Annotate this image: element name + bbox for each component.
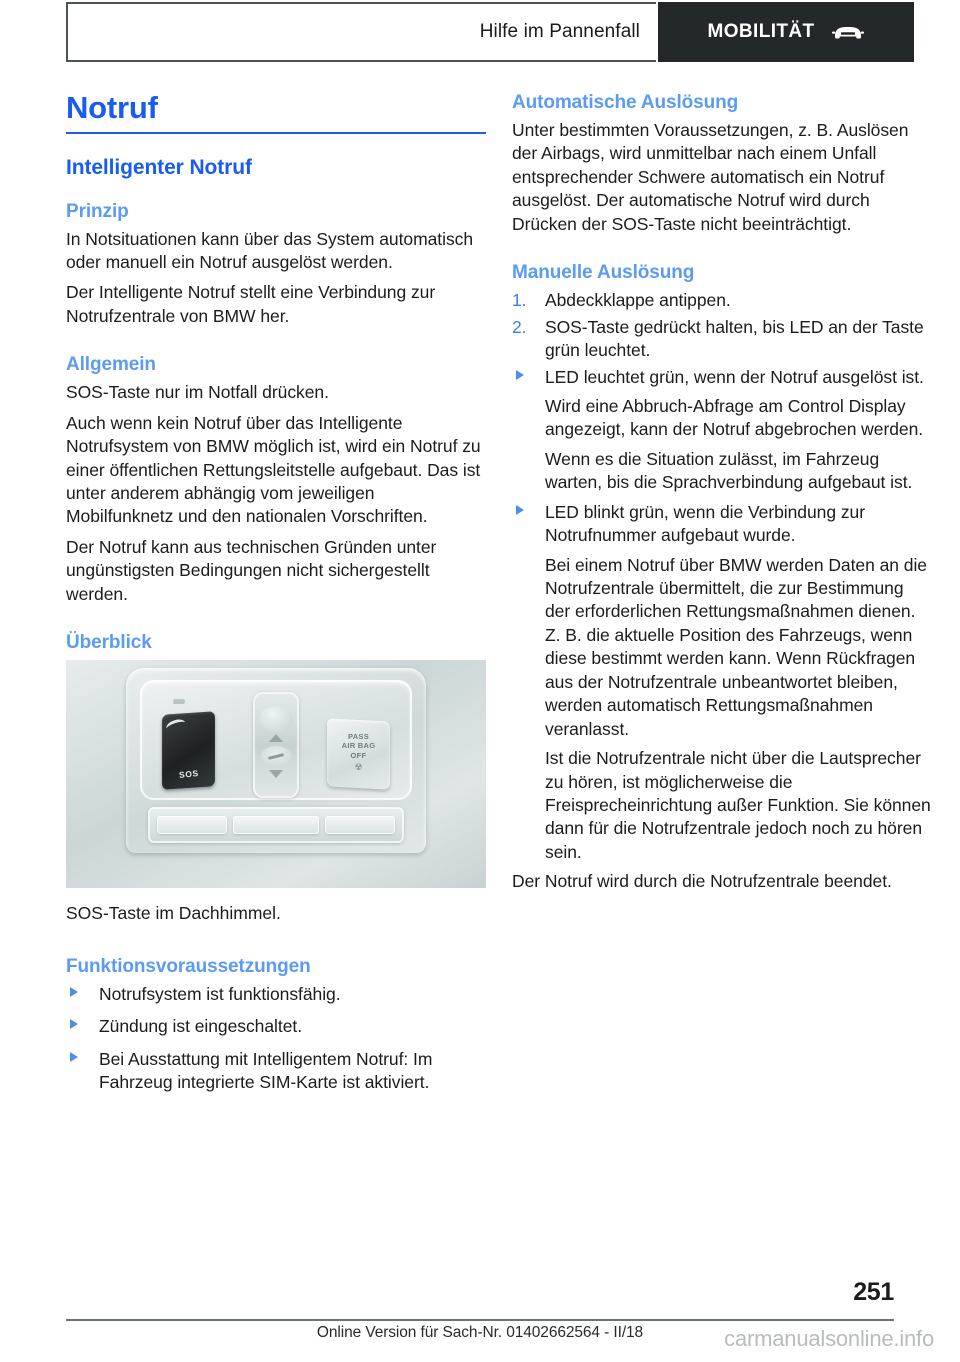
paragraph: Auch wenn kein Notruf über das Intelligente Notrufsystem von BMW möglich ist, wird ein Notruf zu einer öffentlichen Rettungsleitstelle aufgebaut. Das ist unter anderem abhängig vom jeweiligen Mobilfunknetz und den nationalen Vorschriften.: [66, 412, 481, 527]
passenger-airbag-indicator: [327, 719, 390, 790]
list-item-text: Zündung ist eingeschaltet.: [99, 1016, 303, 1037]
list-item-text: Bei Ausstattung mit Intelligentem Notruf: Im Fahrzeug integrierte SIM-Karte ist aktiviert.: [99, 1048, 433, 1092]
reading-light-left[interactable]: [157, 816, 227, 834]
list-sub-paragraph: Wenn es die Situation zulässt, im Fahrzeug warten, bis die Sprachverbindung aufgebaut ist.: [545, 448, 913, 493]
interior-light-strip: [253, 692, 299, 798]
reading-lights-row: [148, 807, 404, 843]
console-panel: [140, 680, 412, 800]
sos-button-label: SOS: [178, 768, 199, 781]
list-item: [66, 1048, 486, 1095]
list-sub-paragraph: Bei einem Notruf über BMW werden Daten an die Notrufzentrale übermittelt, die zur Bestimmung der erforderlichen Rettungsmaßnahmen dienen. Z. B. die aktuelle Position des Fahrzeugs, wenn diese bestimmt werden kann. Wenn Rückfragen aus der Notrufzentrale unbeantwortet bleiben, werden automatisch Rettungsmaßnahmen veranlasst.: [545, 554, 927, 739]
chevron-up-icon: [269, 734, 283, 742]
list-item-text: LED leuchtet grün, wenn der Notruf ausgelöst ist.: [545, 366, 924, 387]
chapter-tab-label: MOBILITÄT: [707, 21, 815, 42]
reading-light-right[interactable]: [325, 816, 395, 834]
breadcrumb: Hilfe im Pannenfall: [479, 21, 640, 42]
list-sub-paragraph: Ist die Notrufzentrale nicht über die Lautsprecher zu hören, ist möglicherweise die Freisprecheinrichtung außer Funktion. Sie können dann für die Notrufzentrale jedoch noch zu hören sein.: [545, 748, 931, 862]
subheading-allgemein: Allgemein: [66, 354, 156, 376]
triangle-bullet-icon: [516, 505, 524, 515]
page-footer: [0, 1266, 960, 1362]
subheading-prinzip: Prinzip: [66, 200, 129, 222]
chevron-down-icon: [269, 770, 283, 778]
list-item: [66, 1015, 486, 1038]
page-title: Notruf: [66, 90, 158, 125]
figure-caption: SOS-Taste im Dachhimmel.: [66, 903, 281, 924]
pass-airbag-line2: AIR BAG: [341, 741, 376, 751]
light-lens: [259, 706, 293, 732]
subheading-automatische-ausloesung: Automatische Auslösung: [512, 92, 739, 113]
watermark: carmanualsonline.info: [724, 1326, 934, 1351]
list-sub-paragraph: Wird eine Abbruch-Abfrage am Control Display angezeigt, kann der Notruf abgebrochen werden.: [545, 395, 924, 440]
led-indicator: [173, 698, 185, 704]
list-item-text: Notrufsystem ist funktionsfähig.: [99, 983, 341, 1004]
list-marker: 1.: [512, 290, 527, 311]
paragraph: Der Intelligente Notruf stellt eine Verbindung zur Notrufzentrale von BMW her.: [66, 282, 436, 326]
left-column: [66, 92, 486, 1103]
airbag-off-icon: ☢: [354, 762, 363, 773]
paragraph: Der Notruf kann aus technischen Gründen unter ungünstigsten Bedingungen nicht sichergestellt werden.: [66, 536, 437, 604]
paragraph: Unter bestimmten Voraussetzungen, z. B. Auslösen der Airbags, wird unmittelbar nach einem Unfall entsprechender Schwere automatisch ein Notruf ausgelöst. Der automatische Notruf wird durch Drücken der SOS-Taste nicht beeinträchtigt.: [512, 120, 909, 234]
list-item: [512, 289, 932, 312]
sunroof-switch: [261, 746, 291, 766]
subheading-manuelle-ausloesung: Manuelle Auslösung: [512, 262, 695, 284]
pass-airbag-line3: OFF: [350, 750, 367, 760]
list-item: [66, 983, 486, 1006]
right-column: [512, 92, 932, 901]
reading-light-center[interactable]: [233, 816, 320, 834]
list-item: [512, 501, 932, 548]
paragraph: In Notsituationen kann über das System automatisch oder manuell ein Notruf ausgelöst werden.: [66, 228, 474, 272]
list-item: [512, 316, 932, 363]
page-number: 251: [853, 1278, 894, 1306]
pass-airbag-line1: PASS: [347, 732, 370, 742]
subheading-ueberblick: Überblick: [66, 632, 152, 654]
paragraph: SOS-Taste nur im Notfall drücken.: [66, 382, 329, 403]
triangle-bullet-icon: [70, 1052, 78, 1062]
triangle-bullet-icon: [70, 987, 78, 997]
car-front-icon: [831, 22, 865, 42]
overhead-console-figure: [66, 660, 486, 888]
section-heading-intelligenter-notruf: Intelligenter Notruf: [66, 155, 252, 179]
triangle-bullet-icon: [70, 1019, 78, 1029]
console-housing: [126, 668, 426, 853]
chapter-tab-mobilitaet[interactable]: [658, 2, 914, 62]
paragraph: Der Notruf wird durch die Notrufzentrale beendet.: [512, 871, 892, 892]
list-marker: 2.: [512, 316, 527, 337]
list-item: [512, 366, 932, 389]
manuelle-ausloesung-list: [512, 289, 932, 864]
list-item-text: LED blinkt grün, wenn die Verbindung zur Notrufnummer aufgebaut wurde.: [545, 501, 866, 546]
funktionsvoraussetzungen-list: [66, 983, 486, 1095]
page-header: [0, 0, 960, 66]
subheading-funktionsvoraussetzungen: Funktionsvoraussetzungen: [66, 955, 311, 977]
triangle-bullet-icon: [516, 370, 524, 380]
footer-divider: [66, 1319, 894, 1321]
title-divider: [66, 132, 486, 134]
breadcrumb-box: [66, 2, 656, 62]
list-item-text: SOS-Taste gedrückt halten, bis LED an der Taste grün leuchtet.: [545, 316, 924, 361]
footer-note: Online Version für Sach-Nr. 01402662564 - II/18: [316, 1324, 644, 1341]
list-item-text: Abdeckklappe antippen.: [545, 290, 731, 311]
